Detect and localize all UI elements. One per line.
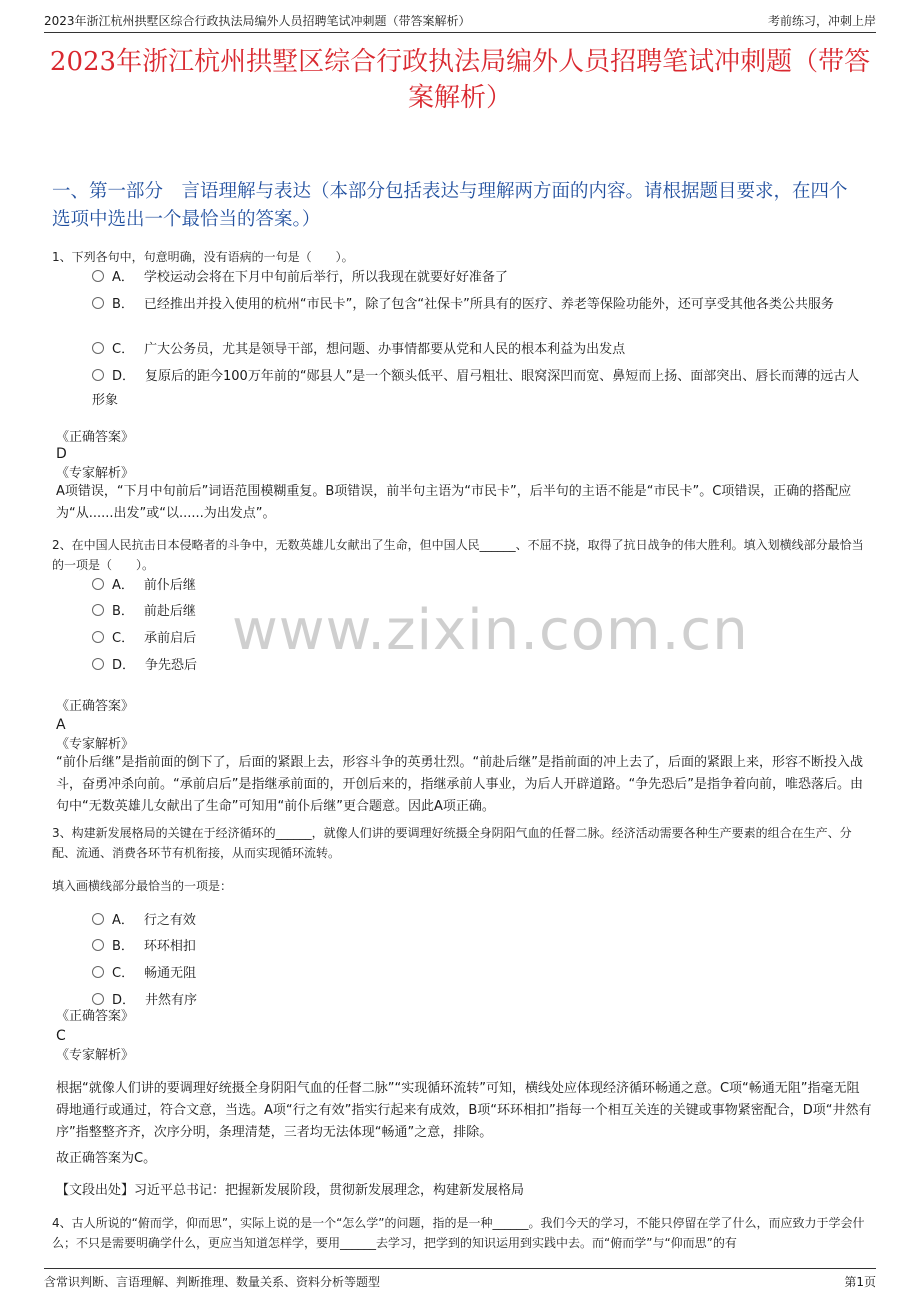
footer-description: 含常识判断、言语理解、判断推理、数量关系、资料分析等题型 [44,1275,381,1289]
radio-icon[interactable] [92,966,104,978]
page-footer [44,1268,876,1293]
question-3-option-c[interactable]: C． 畅通无阻 [92,962,872,986]
answer-value: D [56,446,67,462]
analysis-label: 《专家解析》 [56,1048,135,1063]
section-heading: 一、第一部分 言语理解与表达（本部分包括表达与理解两方面的内容。请根据题目要求，在四个选项中选出一个最恰当的答案。） [52,181,848,230]
analysis-label: 《专家解析》 [56,737,135,752]
radio-icon[interactable] [92,578,104,590]
question-1-option-b[interactable]: B． 已经推出并投入使用的杭州“市民卡”，除了包含“社保卡”所具有的医疗、养老等保险功能外，还可享受其他各类公共服务 [92,293,872,317]
question-2-option-c[interactable]: C． 承前启后 [92,627,872,651]
answer-value: C [56,1028,66,1044]
header-slogan: 考前练习，冲刺上岸 [767,14,876,28]
question-3-prompt: 填入画横线部分最恰当的一项是： [52,879,233,893]
page-number: 第1页 [844,1275,876,1289]
question-3-option-a[interactable]: A． 行之有效 [92,909,872,933]
answer-label: 《正确答案》 [56,430,135,445]
analysis-text: “前仆后继”是指前面的倒下了，后面的紧跟上去，形容斗争的英勇壮烈。“前赴后继”是指前面的冲上去了，后面的紧跟上来，形容不断投入战斗，奋勇冲杀向前。“承前启后”是指继承前面的，开创后来的，指继承前人事业，为后人开辟道路。“争先恐后”是指争着向前，唯恐落后。由句中“无数英雄儿女献出了生命”可知用“前仆后继”更合题意。因此A项正确。 [56,755,863,814]
question-3-option-b[interactable]: B． 环环相扣 [92,935,872,959]
radio-icon[interactable] [92,913,104,925]
question-1-option-c[interactable]: C． 广大公务员，尤其是领导干部，想问题、办事情都要从党和人民的根本利益为出发点 [92,338,872,362]
question-3-option-d[interactable]: D． 井然有序 [92,989,872,1013]
radio-icon[interactable] [92,369,104,381]
question-2-option-b[interactable]: B． 前赴后继 [92,600,872,624]
radio-icon[interactable] [92,297,104,309]
page-header [44,12,876,33]
analysis-label: 《专家解析》 [56,466,135,481]
radio-icon[interactable] [92,604,104,616]
document-title: 2023年浙江杭州拱墅区综合行政执法局编外人员招聘笔试冲刺题（带答案解析） [49,47,871,113]
question-2-option-d[interactable]: D． 争先恐后 [92,654,872,678]
radio-icon[interactable] [92,631,104,643]
question-3-stem: 3、构建新发展格局的关键在于经济循环的______，就像人们讲的要调理好统摄全身阴阳气血的任督二脉。经济活动需要各种生产要素的组合在生产、分配、流通、消费各环节有机衔接，从而实现循环流转。 [52,826,852,860]
answer-label: 《正确答案》 [56,699,135,714]
question-1-stem: 1、下列各句中，句意明确，没有语病的一句是（ ）。 [52,250,354,264]
question-1-option-a[interactable]: A． 学校运动会将在下月中旬前后举行，所以我现在就要好好准备了 [92,266,872,290]
watermark: www.zixin.com.cn [232,598,749,663]
header-title: 2023年浙江杭州拱墅区综合行政执法局编外人员招聘笔试冲刺题（带答案解析） [44,14,471,28]
question-2-stem: 2、在中国人民抗击日本侵略者的斗争中，无数英雄儿女献出了生命，但中国人民______、不屈不挠，取得了抗日战争的伟大胜利。填入划横线部分最恰当的一项是（ ）。 [52,538,864,572]
answer-value: A [56,717,66,733]
answer-label: 《正确答案》 [56,1009,135,1024]
question-4-stem: 4、古人所说的“俯而学，仰而思”，实际上说的是一个“怎么学”的问题，指的是一种______。我们今天的学习，不能只停留在学了什么，而应致力于学会什么；不只是需要明确学什么，更应当知道怎样学，要用______去学习，把学到的知识运用到实践中去。而“俯而学”与“仰而思”的有 [52,1216,865,1250]
radio-icon[interactable] [92,993,104,1005]
analysis-text: 根据“就像人们讲的要调理好统摄全身阴阳气血的任督二脉”“实现循环流转”可知，横线处应体现经济循环畅通之意。C项“畅通无阻”指毫无阻碍地通行或通过，符合文意，当选。A项“行之有效”指实行起来有成效，B项“环环相扣”指每一个相互关连的关键或事物紧密配合，D项“井然有序”指整整齐齐，次序分明，条理清楚，三者均无法体现“畅通”之意，排除。 [56,1081,872,1140]
question-1-option-d[interactable]: D． 复原后的距今100万年前的“郧县人”是一个额头低平、眉弓粗壮、眼窝深凹而宽、鼻短而上扬、面部突出、唇长而薄的远古人形象 [92,369,860,408]
radio-icon[interactable] [92,270,104,282]
question-2-option-a[interactable]: A． 前仆后继 [92,574,872,598]
answer-conclusion: 故正确答案为C。 [56,1151,157,1166]
radio-icon[interactable] [92,342,104,354]
source-note: 【文段出处】习近平总书记：把握新发展阶段，贯彻新发展理念，构建新发展格局 [56,1183,525,1198]
radio-icon[interactable] [92,939,104,951]
radio-icon[interactable] [92,658,104,670]
analysis-text: A项错误，“下月中旬前后”词语范围模糊重复。B项错误，前半句主语为“市民卡”，后半句的主语不能是“市民卡”。C项错误，正确的搭配应为“从......出发”或“以......为出发点”。 [56,484,852,521]
